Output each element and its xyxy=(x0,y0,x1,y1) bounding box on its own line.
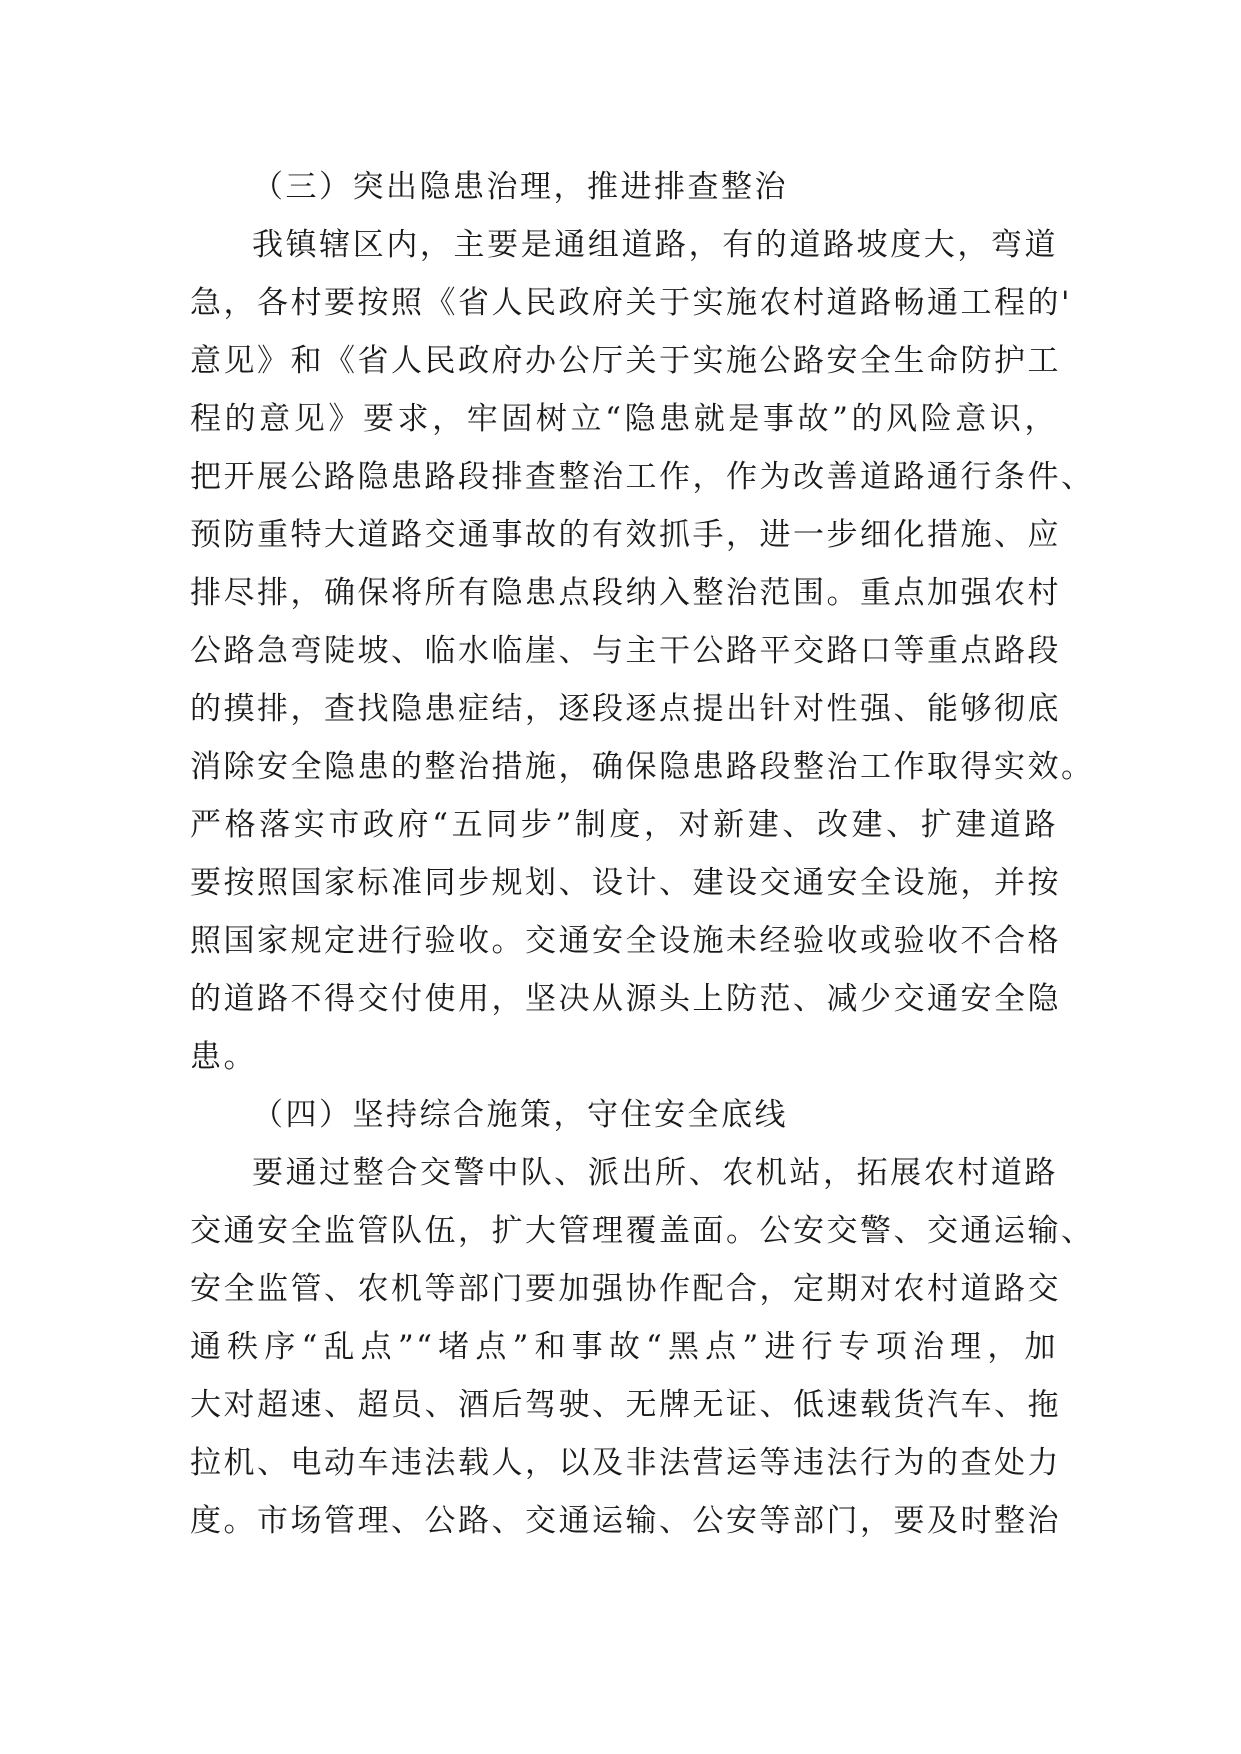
paragraph-line: 程的意见》要求，牢固树立“隐患就是事故”的风险意识， xyxy=(190,401,1058,437)
paragraph-line: 消除安全隐患的整治措施，确保隐患路段整治工作取得实效。 xyxy=(190,749,1095,785)
paragraph-line: 把开展公路隐患路段排查整治工作，作为改善道路通行条件、 xyxy=(190,459,1095,495)
paragraph-line: 要通过整合交警中队、派出所、农机站，拓展农村道路 xyxy=(252,1155,1058,1191)
paragraph-line: 大对超速、超员、酒后驾驶、无牌无证、低速载货汽车、拖 xyxy=(190,1387,1061,1423)
paragraph-line: 照国家规定进行验收。交通安全设施未经验收或验收不合格 xyxy=(190,923,1061,959)
section-heading-3: （三）突出隐患治理，推进排查整治 xyxy=(252,169,788,205)
section-heading-4: （四）坚持综合施策，守住安全底线 xyxy=(252,1097,788,1133)
paragraph-line: 患。 xyxy=(190,1039,257,1075)
paragraph-line: 拉机、电动车违法载人，以及非法营运等违法行为的查处力 xyxy=(190,1445,1061,1481)
document-body xyxy=(190,158,1095,1550)
paragraph-line: 度。市场管理、公路、交通运输、公安等部门，要及时整治 xyxy=(190,1503,1061,1539)
paragraph-line: 要按照国家标准同步规划、设计、建设交通安全设施，并按 xyxy=(190,865,1061,901)
paragraph-line: 交通安全监管队伍，扩大管理覆盖面。公安交警、交通运输、 xyxy=(190,1213,1095,1249)
paragraph-line: 通秩序“乱点”“堵点”和事故“黑点”进行专项治理，加 xyxy=(190,1329,1058,1365)
paragraph-line: 安全监管、农机等部门要加强协作配合，定期对农村道路交 xyxy=(190,1271,1061,1307)
paragraph-line: 的道路不得交付使用，坚决从源头上防范、减少交通安全隐 xyxy=(190,981,1061,1017)
paragraph-line: 排尽排，确保将所有隐患点段纳入整治范围。重点加强农村 xyxy=(190,575,1061,611)
paragraph-line: 我镇辖区内，主要是通组道路，有的道路坡度大，弯道 xyxy=(252,227,1058,263)
paragraph-line: 严格落实市政府“五同步”制度，对新建、改建、扩建道路 xyxy=(190,807,1058,843)
paragraph-line: 意见》和《省人民政府办公厅关于实施公路安全生命防护工 xyxy=(190,343,1061,379)
paragraph-line: 预防重特大道路交通事故的有效抓手，进一步细化措施、应 xyxy=(190,517,1061,553)
paragraph-line: 急，各村要按照《省人民政府关于实施农村道路畅通工程的' xyxy=(190,285,1073,321)
paragraph-line: 的摸排，查找隐患症结，逐段逐点提出针对性强、能够彻底 xyxy=(190,691,1061,727)
paragraph-line: 公路急弯陡坡、临水临崖、与主干公路平交路口等重点路段 xyxy=(190,633,1061,669)
